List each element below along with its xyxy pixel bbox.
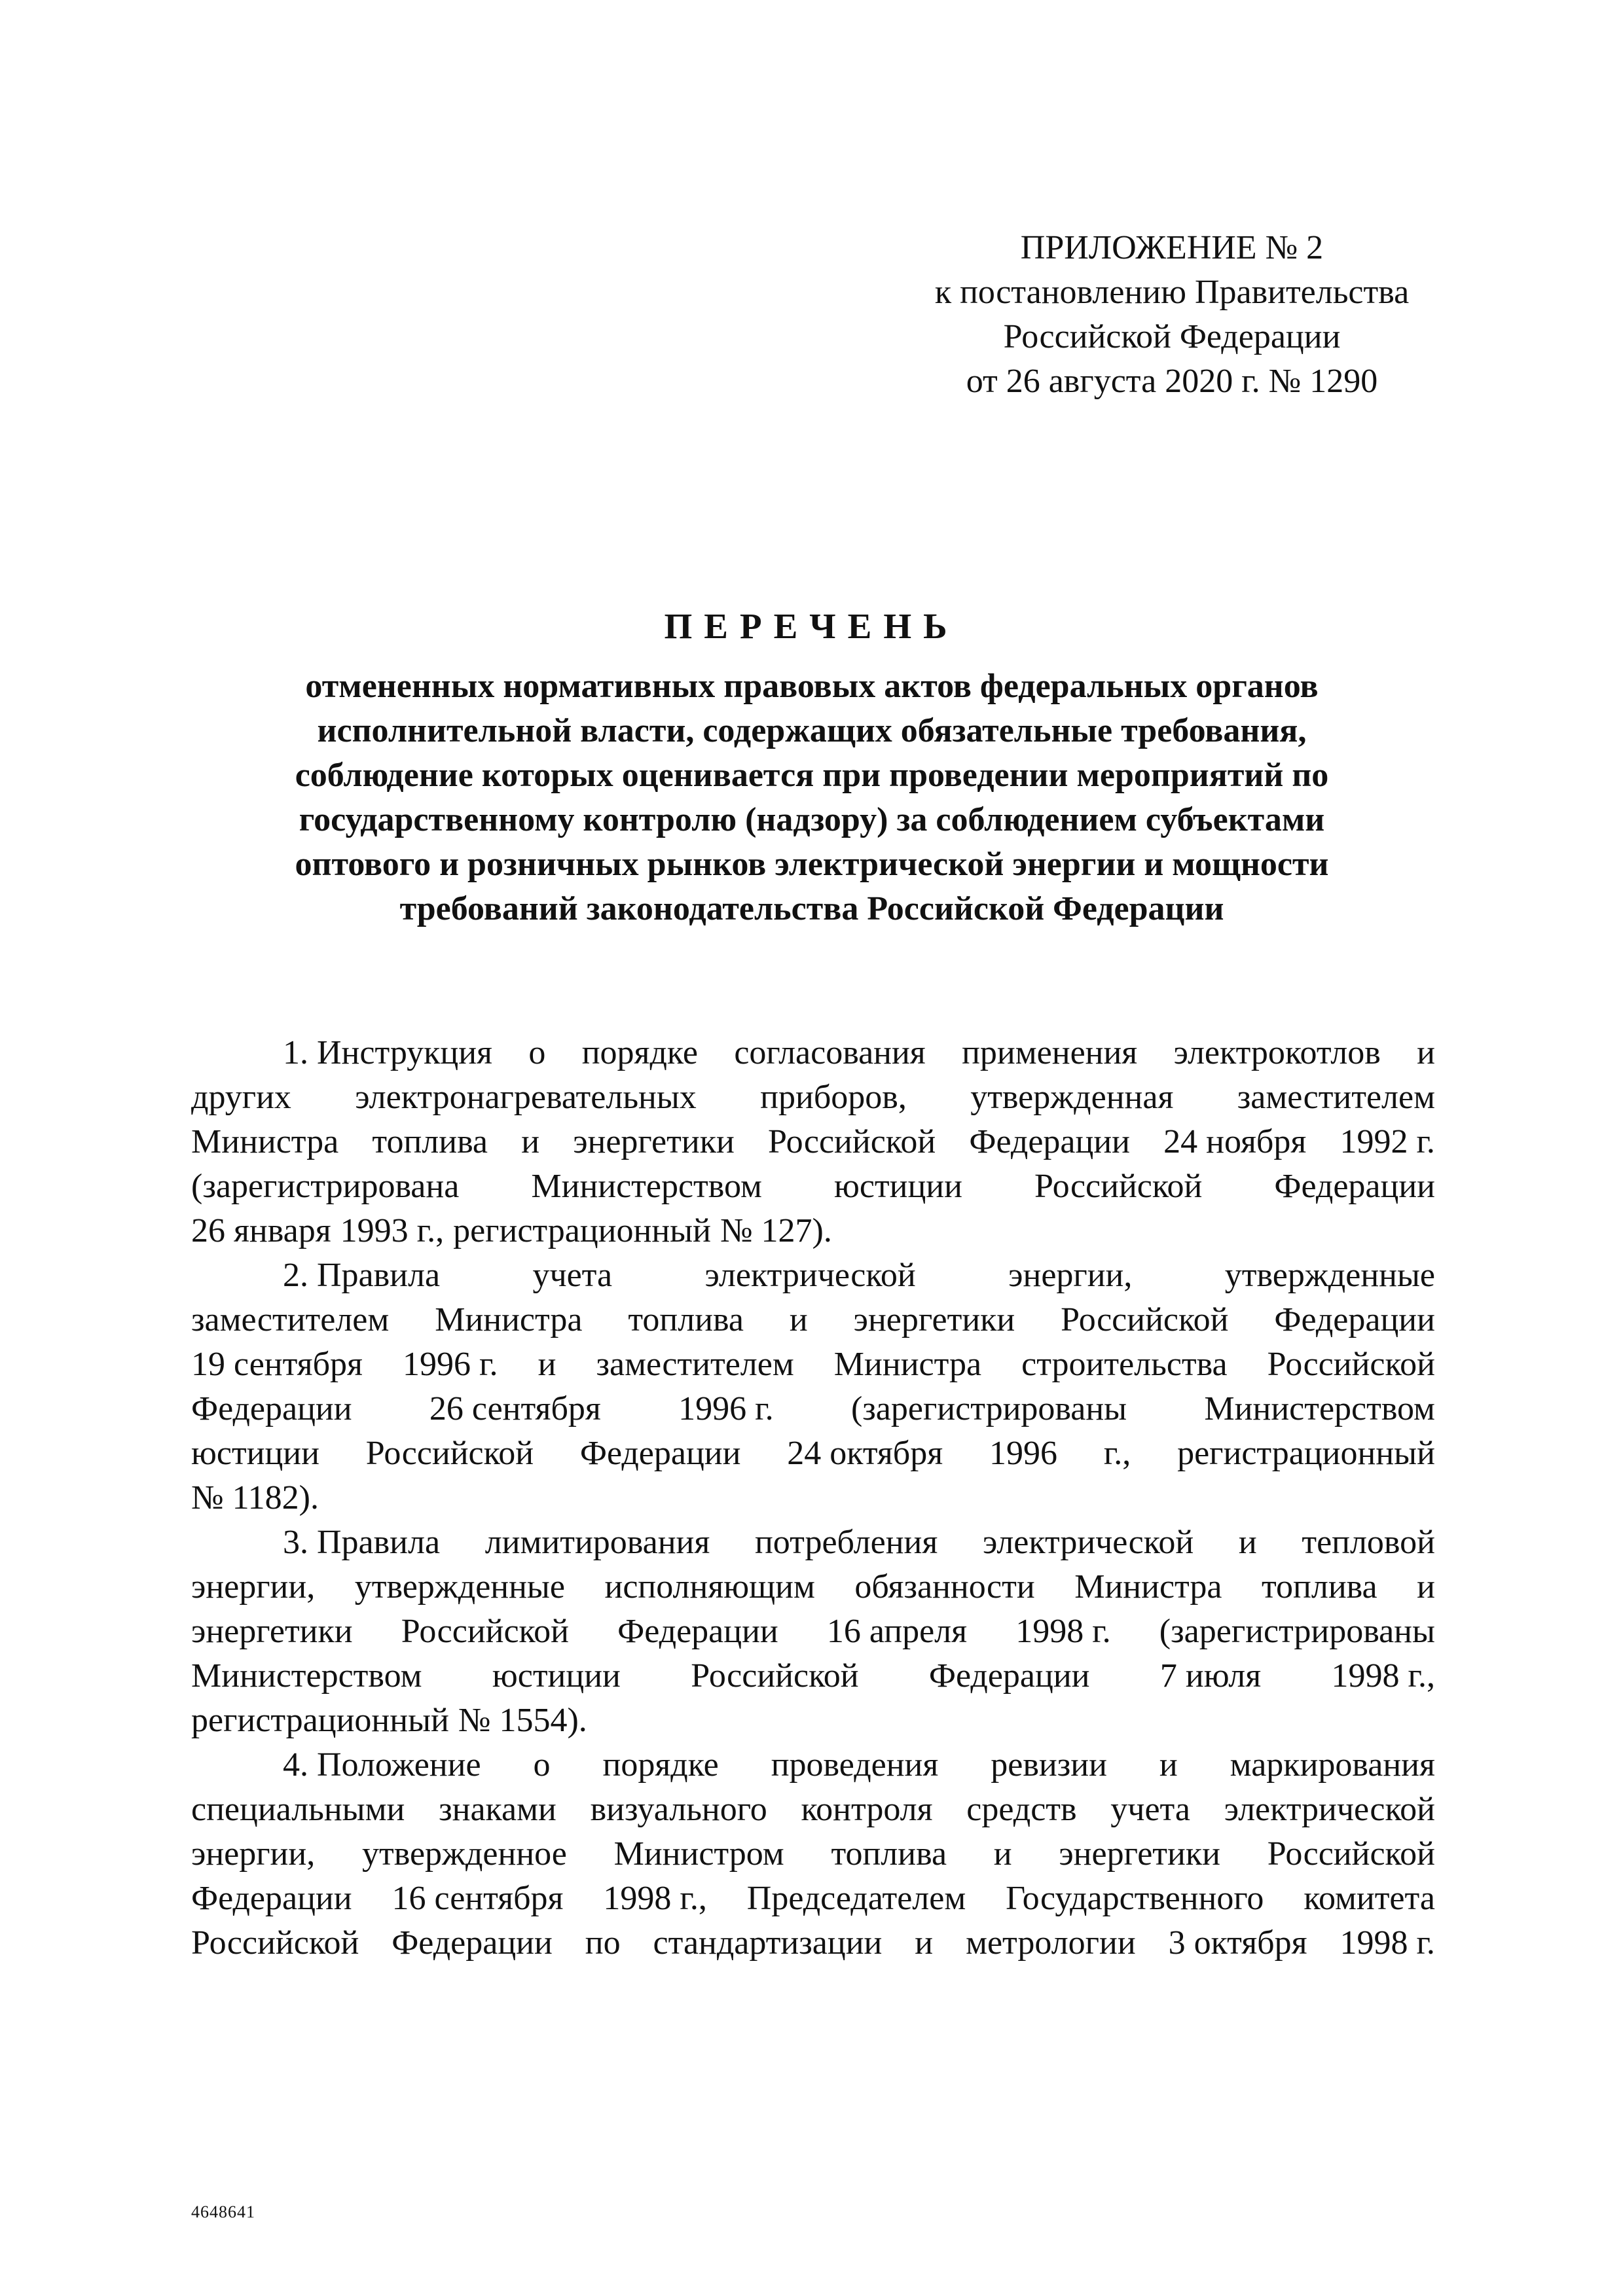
word: Министра xyxy=(1074,1568,1222,1605)
word: энергетики xyxy=(853,1301,1015,1338)
word: Российской xyxy=(691,1657,859,1695)
word: Федерации xyxy=(1274,1301,1435,1338)
text-line xyxy=(191,1476,1435,1520)
word: топлива xyxy=(1262,1568,1377,1605)
word: других xyxy=(191,1079,291,1116)
word: Российской xyxy=(191,1924,359,1962)
subtitle-line: исполнительной власти, содержащих обязательные требования, xyxy=(317,712,1307,749)
word: по xyxy=(585,1924,621,1962)
word: контроля xyxy=(801,1791,933,1828)
text-line xyxy=(191,1698,1435,1743)
text-line xyxy=(191,1031,1435,1075)
subtitle-line: требований законодательства Российской Федерации xyxy=(399,890,1224,927)
appendix-line: к постановлению Правительства xyxy=(934,274,1410,311)
word: энергии, xyxy=(191,1835,316,1873)
word: проведения xyxy=(771,1746,939,1784)
text-line xyxy=(191,1609,1435,1654)
word: и xyxy=(789,1301,808,1338)
word: (зарегистрированы xyxy=(850,1390,1127,1427)
document-body xyxy=(191,1031,1435,1965)
word: Российской xyxy=(1267,1346,1435,1383)
word: и xyxy=(993,1835,1012,1873)
word: заместителем xyxy=(191,1301,390,1338)
list-item xyxy=(191,1743,1435,1965)
word: 26 сентября xyxy=(429,1390,601,1427)
word: комитета xyxy=(1304,1880,1435,1917)
word: Российской xyxy=(1267,1835,1435,1873)
word: порядке xyxy=(602,1746,719,1784)
word: 1996 г. xyxy=(403,1346,498,1383)
text-line xyxy=(191,1832,1435,1876)
word: Федерации xyxy=(617,1613,778,1650)
word: 1996 xyxy=(989,1435,1057,1472)
word: лимитирования xyxy=(484,1524,710,1561)
subtitle-line: отмененных нормативных правовых актов федеральных органов xyxy=(305,668,1319,705)
word: визуального xyxy=(590,1791,767,1828)
word: маркирования xyxy=(1230,1746,1435,1784)
word: метрологии xyxy=(966,1924,1136,1962)
text-line xyxy=(191,1743,1435,1787)
word: Министра xyxy=(435,1301,583,1338)
word: Министра xyxy=(191,1123,339,1160)
text-line xyxy=(191,1921,1435,1965)
word: электрической xyxy=(982,1524,1194,1561)
word: Федерации xyxy=(579,1435,741,1472)
word: 1998 г., xyxy=(603,1880,707,1917)
text-line xyxy=(191,1342,1435,1387)
word: № 1554). xyxy=(458,1702,587,1739)
word: и xyxy=(1159,1746,1178,1784)
word: Государственного xyxy=(1006,1880,1264,1917)
word: Федерации xyxy=(969,1123,1130,1160)
word: и xyxy=(1238,1524,1257,1561)
word: юстиции xyxy=(492,1657,621,1695)
word: электрической xyxy=(1224,1791,1435,1828)
word: энергетики xyxy=(1059,1835,1220,1873)
word: Российской xyxy=(1034,1168,1203,1205)
word: 24 ноября xyxy=(1163,1123,1307,1160)
word: стандартизации xyxy=(653,1924,883,1962)
subtitle-line: соблюдение которых оценивается при проведении мероприятий по xyxy=(295,757,1329,794)
word: Министром xyxy=(613,1835,784,1873)
word: 7 июля xyxy=(1159,1657,1262,1695)
word: 2. Правила xyxy=(283,1257,441,1294)
word: учета xyxy=(532,1257,613,1294)
word: 1996 г. xyxy=(678,1390,774,1427)
text-line xyxy=(191,1209,1435,1253)
word: 26 января xyxy=(191,1212,331,1249)
word: энергии, xyxy=(191,1568,316,1605)
word: 3 октября xyxy=(1168,1924,1307,1962)
appendix-header xyxy=(877,226,1467,404)
word: порядке xyxy=(581,1034,698,1071)
list-item xyxy=(191,1253,1435,1520)
word: Министерством xyxy=(1204,1390,1435,1427)
word: Федерации xyxy=(928,1657,1090,1695)
word: Федерации xyxy=(191,1390,352,1427)
word: 19 сентября xyxy=(191,1346,363,1383)
word: заместителем xyxy=(596,1346,794,1383)
word: средств xyxy=(966,1791,1077,1828)
word: энергетики xyxy=(191,1613,353,1650)
text-line xyxy=(191,1164,1435,1209)
document-title: ПЕРЕЧЕНЬ xyxy=(664,606,959,646)
word: 1998 г. xyxy=(1340,1924,1435,1962)
word: юстиции xyxy=(833,1168,962,1205)
word: Федерации xyxy=(392,1924,553,1962)
word: Российской xyxy=(365,1435,534,1472)
word: Федерации xyxy=(1274,1168,1435,1205)
word: приборов, xyxy=(760,1079,907,1116)
word: утвержденное xyxy=(361,1835,567,1873)
list-item xyxy=(191,1520,1435,1743)
word: 1998 г., xyxy=(1331,1657,1435,1695)
word: электрокотлов xyxy=(1173,1034,1381,1071)
word: 16 апреля xyxy=(826,1613,968,1650)
word: электронагревательных xyxy=(355,1079,697,1116)
text-line xyxy=(191,1876,1435,1921)
word: регистрационный xyxy=(1177,1435,1435,1472)
word: и xyxy=(1417,1568,1435,1605)
word: регистрационный xyxy=(453,1212,711,1249)
subtitle-line: оптового и розничных рынков электрической энергии и мощности xyxy=(295,846,1329,883)
document-number: 4648641 xyxy=(191,2202,255,2221)
text-line xyxy=(191,1075,1435,1120)
word: топлива xyxy=(831,1835,947,1873)
word: Министерством xyxy=(531,1168,762,1205)
word: Министра xyxy=(833,1346,982,1383)
text-line xyxy=(191,1520,1435,1565)
text-line xyxy=(191,1787,1435,1832)
word: и xyxy=(538,1346,556,1383)
word: Федерации xyxy=(191,1880,352,1917)
word: топлива xyxy=(372,1123,488,1160)
word: регистрационный xyxy=(191,1702,449,1739)
word: Министерством xyxy=(191,1657,422,1695)
word: применения xyxy=(962,1034,1138,1071)
word: и xyxy=(915,1924,934,1962)
word: юстиции xyxy=(191,1435,319,1472)
word: утвержденные xyxy=(1224,1257,1435,1294)
word: № 127). xyxy=(720,1212,832,1249)
subtitle-line: государственному контролю (надзору) за соблюдением субъектами xyxy=(299,801,1325,838)
word: утвержденная xyxy=(970,1079,1174,1116)
word: (зарегистрирована xyxy=(191,1168,460,1205)
word: строительства xyxy=(1021,1346,1228,1383)
text-line xyxy=(191,1565,1435,1609)
word: г., xyxy=(1103,1435,1131,1472)
word: и xyxy=(1417,1034,1435,1071)
word: Российской xyxy=(1061,1301,1229,1338)
word: исполняющим xyxy=(604,1568,815,1605)
word: 1992 г. xyxy=(1340,1123,1435,1160)
text-line xyxy=(191,1387,1435,1431)
word: топлива xyxy=(628,1301,744,1338)
word: 1998 г. xyxy=(1015,1613,1111,1650)
word: № 1182). xyxy=(191,1479,319,1516)
word: Российской xyxy=(767,1123,936,1160)
text-line xyxy=(191,1654,1435,1698)
appendix-line: ПРИЛОЖЕНИЕ № 2 xyxy=(1020,229,1324,266)
word: согласования xyxy=(734,1034,926,1071)
word: ревизии xyxy=(991,1746,1107,1784)
word: 1. Инструкция xyxy=(283,1034,492,1071)
appendix-line: Российской Федерации xyxy=(1003,318,1341,355)
text-line xyxy=(191,1298,1435,1342)
word: знаками xyxy=(439,1791,556,1828)
word: и xyxy=(521,1123,540,1160)
text-line xyxy=(191,1253,1435,1298)
word: заместителем xyxy=(1237,1079,1435,1116)
word: тепловой xyxy=(1302,1524,1435,1561)
text-line xyxy=(191,1120,1435,1164)
document-subtitle xyxy=(190,664,1434,931)
word: 24 октября xyxy=(787,1435,943,1472)
word: учета xyxy=(1110,1791,1190,1828)
appendix-line: от 26 августа 2020 г. № 1290 xyxy=(966,363,1378,400)
word: 16 сентября xyxy=(392,1880,564,1917)
text-line xyxy=(191,1431,1435,1476)
word: о xyxy=(533,1746,551,1784)
word: энергетики xyxy=(573,1123,735,1160)
word: специальными xyxy=(191,1791,405,1828)
word: энергии, xyxy=(1008,1257,1133,1294)
word: (зарегистрированы xyxy=(1159,1613,1435,1650)
word: 3. Правила xyxy=(283,1524,441,1561)
word: о xyxy=(528,1034,546,1071)
word: Российской xyxy=(401,1613,570,1650)
word: электрической xyxy=(704,1257,916,1294)
word: 4. Положение xyxy=(283,1746,481,1784)
word: обязанности xyxy=(854,1568,1035,1605)
list-item xyxy=(191,1031,1435,1253)
word: 1993 г., xyxy=(340,1212,445,1249)
word: Председателем xyxy=(746,1880,966,1917)
word: утвержденные xyxy=(354,1568,565,1605)
word: потребления xyxy=(754,1524,938,1561)
